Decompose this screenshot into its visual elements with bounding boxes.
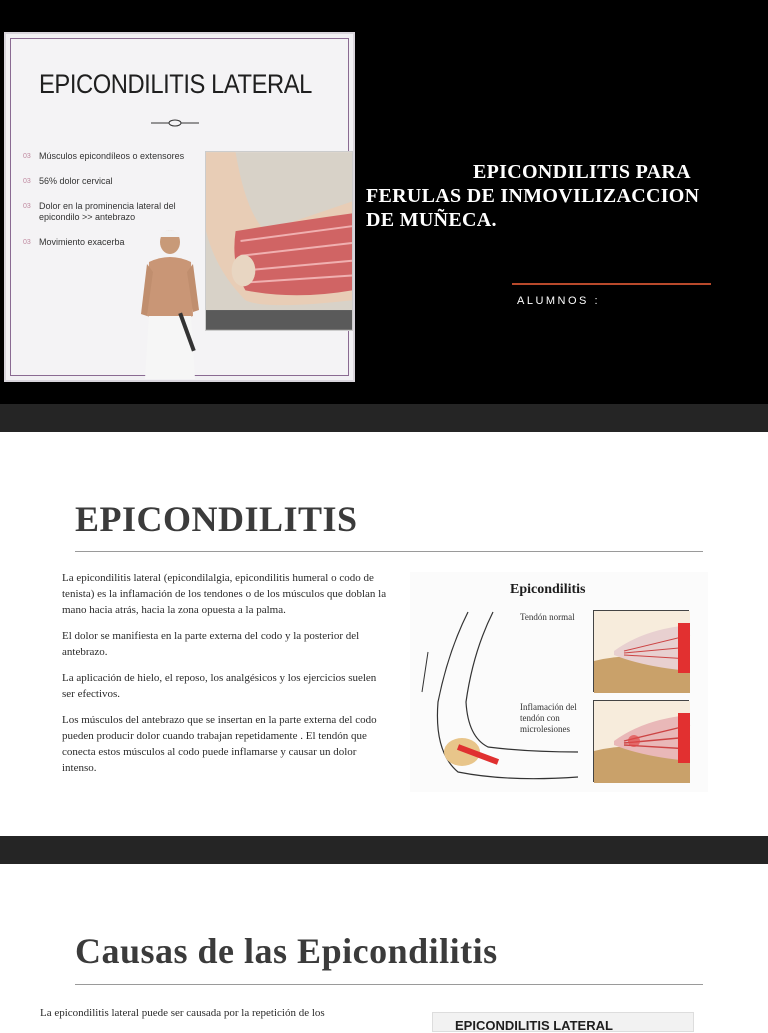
image-bullet: 03 Músculos epicondíleos o extensores	[23, 151, 185, 161]
inflamed-tendon-illustration	[594, 701, 690, 783]
bullet-icon: 03	[23, 153, 31, 160]
figure-title: Epicondilitis	[510, 582, 586, 597]
inflamed-tendon-label: Inflamación del tendón con microlesiones	[520, 702, 577, 734]
epicondilitis-figure	[410, 572, 708, 792]
paragraph: La epicondilitis lateral (epicondilalgia, epicondilitis humeral o codo de tenista) es la inflamación de los tendones o de los músculos que doblan la mano hacia atrás, hacia la zona opuesta a la palma.	[62, 572, 387, 616]
paragraph: La aplicación de hielo, el reposo, los analgésicos y los ejercicios suelen ser efectivos.	[62, 672, 377, 700]
paragraph: Los músculos del antebrazo que se insertan en la parte externa del codo pueden producir dolor cuando trabajan repetidamente . El tendón que conecta estos músculos al codo puede inflamarse y causar un dolor intenso.	[62, 714, 377, 774]
slide-body-text: La epicondilitis lateral puede ser causada por la repetición de los	[40, 1007, 325, 1019]
normal-tendon-label: Tendón normal	[520, 612, 575, 622]
image-bullet: 03 56% dolor cervical	[23, 176, 113, 186]
epicondilitis-lateral-image	[4, 32, 355, 382]
image-bullet: 03 Movimiento exacerba	[23, 237, 125, 247]
bullet-icon: 03	[23, 239, 31, 246]
causas-slide	[0, 864, 768, 1033]
title-divider	[512, 283, 711, 285]
slide-separator	[0, 404, 768, 432]
image-bullet: 03 Dolor en la prominencia lateral del epicondilo >> antebrazo	[23, 201, 176, 222]
slide-heading: EPICONDILITIS	[75, 499, 358, 539]
bullet-icon: 03	[23, 178, 31, 185]
heading-divider	[75, 551, 703, 552]
paragraph: El dolor se manifiesta en la parte externa del codo y la posterior del antebrazo.	[62, 630, 360, 658]
presentation-title: EPICONDILITIS PARA FERULAS DE INMOVILIZACCION DE MUÑECA.	[366, 161, 700, 231]
bullet-icon: 03	[23, 203, 31, 210]
heading-divider	[75, 984, 703, 985]
normal-tendon-inset	[593, 610, 689, 692]
tennis-player-illustration	[139, 224, 201, 379]
slide-heading: Causas de las Epicondilitis	[75, 931, 498, 971]
flourish-icon	[151, 119, 199, 127]
authors-label: ALUMNOS :	[517, 295, 601, 307]
title-slide	[0, 0, 768, 404]
elbow-anatomy-illustration	[205, 151, 353, 331]
inflamed-tendon-inset	[593, 700, 689, 782]
normal-tendon-illustration	[594, 611, 690, 693]
epicondilitis-slide	[0, 432, 768, 836]
image-frame	[10, 38, 349, 376]
slide-body-text	[62, 570, 387, 786]
epicondilitis-lateral-thumbnail	[432, 1012, 694, 1032]
image-title: EPICONDILITIS LATERAL	[39, 69, 312, 99]
thumbnail-title: EPICONDILITIS LATERAL	[455, 1018, 613, 1033]
slide-separator	[0, 836, 768, 864]
